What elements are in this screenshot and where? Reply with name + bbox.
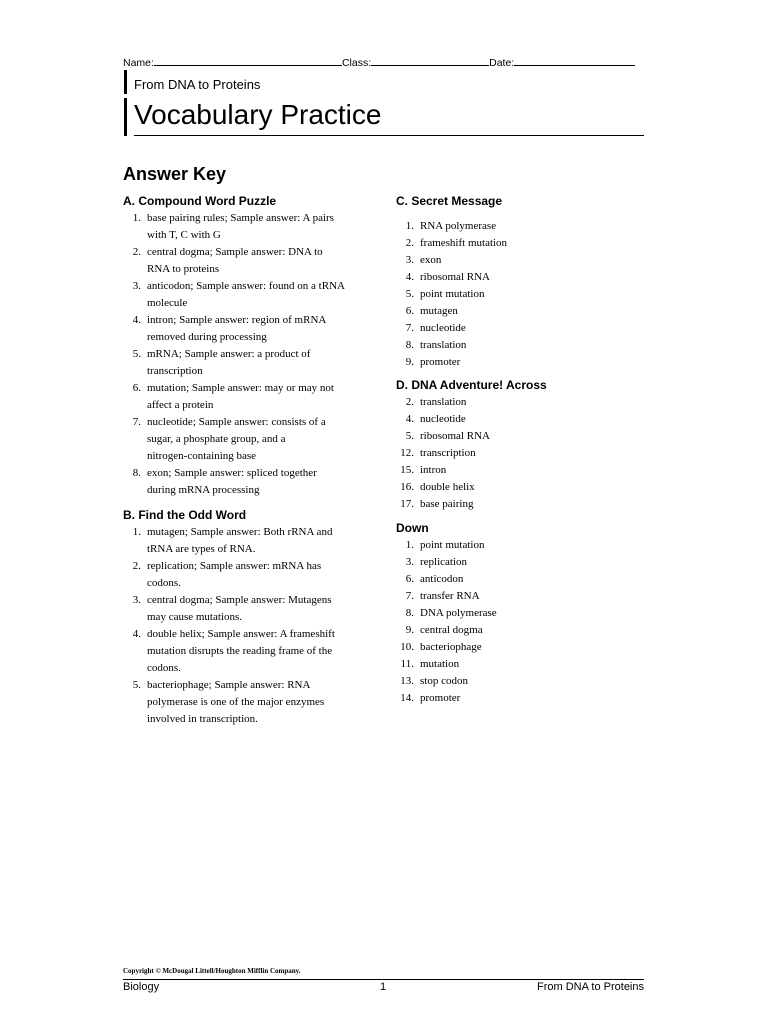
- item-number: 2.: [132, 246, 141, 258]
- list-item: [123, 278, 383, 312]
- footer-chapter: From DNA to Proteins: [537, 981, 644, 993]
- list-item: [396, 537, 646, 554]
- footer-subject: Biology: [123, 981, 160, 993]
- item-text-line: replication; Sample answer: mRNA has: [147, 560, 322, 572]
- item-text-line: intron; Sample answer: region of mRNA: [147, 314, 327, 326]
- item-number: 3.: [405, 254, 414, 266]
- section-d-list: [396, 394, 646, 513]
- item-number: 5.: [132, 348, 141, 360]
- copyright-notice: Copyright © McDougal Littell/Houghton Mifflin Company.: [123, 967, 301, 975]
- list-item: [123, 524, 383, 558]
- title-rule: [134, 135, 644, 136]
- section-down-heading: Down: [396, 521, 429, 535]
- list-item: [396, 690, 646, 707]
- item-number: 15.: [400, 464, 414, 476]
- item-text-line: may cause mutations.: [147, 611, 243, 623]
- list-item: [123, 677, 383, 728]
- item-number: 5.: [132, 679, 141, 691]
- item-text-line: codons.: [147, 662, 181, 674]
- section-b-heading: B. Find the Odd Word: [123, 508, 247, 522]
- item-text: intron: [420, 464, 447, 476]
- list-item: [123, 626, 383, 677]
- section-a-heading: A. Compound Word Puzzle: [123, 194, 277, 208]
- item-text: ribosomal RNA: [420, 430, 490, 442]
- item-text-line: base pairing rules; Sample answer: A pairs: [147, 212, 334, 224]
- item-text-line: sugar, a phosphate group, and a: [147, 433, 286, 445]
- item-text-line: anticodon; Sample answer: found on a tRNA: [147, 280, 345, 292]
- item-number: 11.: [400, 658, 414, 670]
- item-text-line: polymerase is one of the major enzymes: [147, 696, 325, 708]
- student-info-line: [123, 55, 644, 69]
- item-number: 17.: [400, 498, 414, 510]
- item-number: 3.: [132, 280, 141, 292]
- item-number: 3.: [405, 556, 414, 568]
- item-text-line: involved in transcription.: [147, 713, 258, 725]
- list-item: [123, 592, 383, 626]
- item-number: 10.: [400, 641, 414, 653]
- list-item: [396, 337, 646, 354]
- item-text: anticodon: [420, 573, 464, 585]
- item-text: double helix: [420, 481, 475, 493]
- item-number: 1.: [405, 220, 414, 232]
- item-number: 12.: [400, 447, 414, 459]
- item-text: bacteriophage: [420, 641, 482, 653]
- list-item: [396, 252, 646, 269]
- item-text-line: transcription: [147, 365, 203, 377]
- item-number: 4.: [132, 628, 141, 640]
- item-text-line: bacteriophage; Sample answer: RNA: [147, 679, 311, 691]
- item-text: exon: [420, 254, 442, 266]
- item-text-line: during mRNA processing: [147, 484, 260, 496]
- item-number: 14.: [400, 692, 414, 704]
- list-item: [396, 622, 646, 639]
- list-item: [396, 554, 646, 571]
- item-text-line: central dogma; Sample answer: Mutagens: [147, 594, 332, 606]
- subtitle-bar: [124, 70, 127, 94]
- item-text: point mutation: [420, 288, 485, 300]
- list-item: [396, 235, 646, 252]
- item-text: ribosomal RNA: [420, 271, 490, 283]
- item-number: 1.: [405, 539, 414, 551]
- item-number: 2.: [405, 396, 414, 408]
- item-number: 7.: [132, 416, 141, 428]
- date-blank: [514, 55, 635, 66]
- item-number: 9.: [405, 356, 414, 368]
- item-text: stop codon: [420, 675, 468, 687]
- list-item: [396, 639, 646, 656]
- item-text: nucleotide: [420, 322, 466, 334]
- item-text: frameshift mutation: [420, 237, 508, 249]
- list-item: [123, 312, 383, 346]
- list-item: [396, 428, 646, 445]
- page-number: 1: [380, 981, 387, 993]
- item-text-line: removed during processing: [147, 331, 267, 343]
- item-number: 4.: [405, 271, 414, 283]
- class-blank: [371, 55, 489, 66]
- answer-key-heading: Answer Key: [123, 164, 227, 184]
- page-title: Vocabulary Practice: [134, 99, 382, 130]
- item-text: DNA polymerase: [420, 607, 497, 619]
- item-text-line: codons.: [147, 577, 181, 589]
- item-text: RNA polymerase: [420, 220, 497, 232]
- item-text-line: RNA to proteins: [147, 263, 220, 275]
- item-number: 13.: [400, 675, 414, 687]
- item-number: 2.: [405, 237, 414, 249]
- item-text: promoter: [420, 356, 461, 368]
- chapter-subtitle: From DNA to Proteins: [134, 77, 261, 92]
- class-label: Class:: [341, 57, 372, 69]
- list-item: [396, 445, 646, 462]
- list-item: [123, 244, 383, 278]
- item-number: 8.: [405, 339, 414, 351]
- list-item: [396, 320, 646, 337]
- item-text: point mutation: [420, 539, 485, 551]
- list-item: [396, 479, 646, 496]
- item-text: translation: [420, 396, 467, 408]
- item-text-line: mutagen; Sample answer: Both rRNA and: [147, 526, 333, 538]
- item-text: mutation: [420, 658, 460, 670]
- item-number: 1.: [132, 526, 141, 538]
- list-item: [123, 380, 383, 414]
- item-number: 7.: [405, 322, 414, 334]
- list-item: [396, 656, 646, 673]
- item-number: 6.: [132, 382, 141, 394]
- item-text-line: molecule: [147, 297, 188, 309]
- item-number: 9.: [405, 624, 414, 636]
- list-item: [396, 496, 646, 513]
- item-text: promoter: [420, 692, 461, 704]
- list-item: [123, 558, 383, 592]
- item-number: 5.: [405, 288, 414, 300]
- item-number: 8.: [132, 467, 141, 479]
- list-item: [396, 218, 646, 235]
- item-text-line: mRNA; Sample answer: a product of: [147, 348, 311, 360]
- title-bar: [124, 98, 127, 136]
- section-c-heading: C. Secret Message: [396, 194, 503, 208]
- item-number: 3.: [132, 594, 141, 606]
- item-text: transfer RNA: [420, 590, 480, 602]
- section-c-list: [396, 218, 646, 371]
- section-down-list: [396, 537, 646, 707]
- item-text: mutagen: [420, 305, 458, 317]
- section-a-list: [123, 210, 383, 499]
- item-text-line: central dogma; Sample answer: DNA to: [147, 246, 323, 258]
- item-text: central dogma: [420, 624, 483, 636]
- item-number: 6.: [405, 305, 414, 317]
- list-item: [123, 465, 383, 499]
- item-number: 8.: [405, 607, 414, 619]
- item-number: 7.: [405, 590, 414, 602]
- item-number: 5.: [405, 430, 414, 442]
- footer-rule: [123, 979, 644, 980]
- item-text-line: double helix; Sample answer: A frameshift: [147, 628, 335, 640]
- list-item: [396, 354, 646, 371]
- item-text: transcription: [420, 447, 476, 459]
- item-text-line: exon; Sample answer: spliced together: [147, 467, 317, 479]
- left-column: [123, 193, 383, 728]
- section-d-heading: D. DNA Adventure! Across: [396, 378, 547, 392]
- item-text-line: affect a protein: [147, 399, 214, 411]
- list-item: [123, 414, 383, 465]
- item-text: nucleotide: [420, 413, 466, 425]
- item-text: base pairing: [420, 498, 474, 510]
- section-b-list: [123, 524, 383, 728]
- item-text: translation: [420, 339, 467, 351]
- item-text-line: nucleotide; Sample answer: consists of a: [147, 416, 326, 428]
- date-label: Date:: [489, 57, 515, 69]
- item-text-line: with T, C with G: [147, 229, 221, 241]
- list-item: [123, 346, 383, 380]
- item-text-line: mutation; Sample answer: may or may not: [147, 382, 334, 394]
- item-text: replication: [420, 556, 468, 568]
- list-item: [123, 210, 383, 244]
- item-number: 2.: [132, 560, 141, 572]
- item-text-line: tRNA are types of RNA.: [147, 543, 256, 555]
- list-item: [396, 286, 646, 303]
- right-column: [396, 193, 646, 707]
- name-label: Name:: [123, 57, 154, 69]
- list-item: [396, 673, 646, 690]
- item-text-line: mutation disrupts the reading frame of the: [147, 645, 333, 657]
- item-text-line: nitrogen-containing base: [147, 450, 257, 462]
- name-blank: [154, 55, 342, 66]
- item-number: 6.: [405, 573, 414, 585]
- item-number: 4.: [405, 413, 414, 425]
- item-number: 1.: [132, 212, 141, 224]
- item-number: 16.: [400, 481, 414, 493]
- list-item: [396, 411, 646, 428]
- item-number: 4.: [132, 314, 141, 326]
- list-item: [396, 303, 646, 320]
- list-item: [396, 571, 646, 588]
- list-item: [396, 462, 646, 479]
- list-item: [396, 605, 646, 622]
- list-item: [396, 588, 646, 605]
- list-item: [396, 394, 646, 411]
- list-item: [396, 269, 646, 286]
